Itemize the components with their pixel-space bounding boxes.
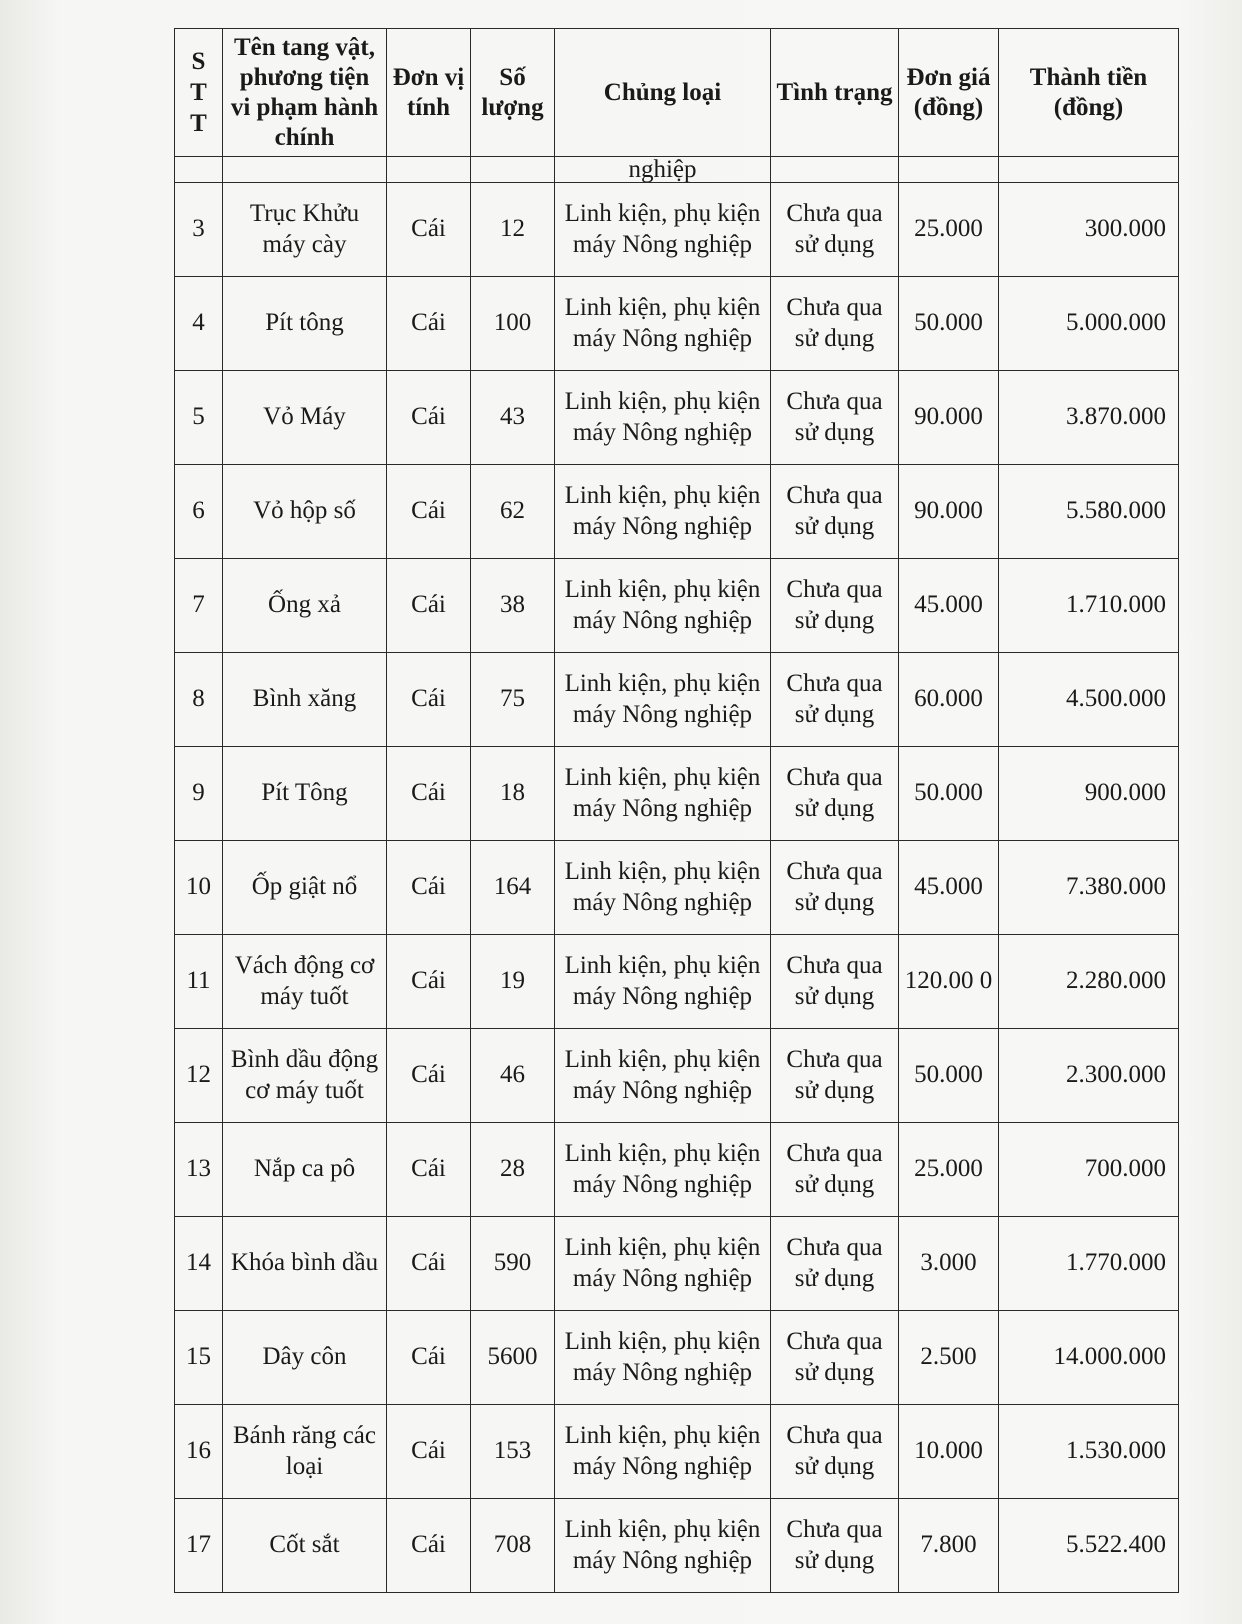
cell-stt: 16 bbox=[175, 1405, 223, 1499]
cell-qty: 590 bbox=[471, 1217, 555, 1311]
cell-qty: 153 bbox=[471, 1405, 555, 1499]
cell-status: Chưa qua sử dụng bbox=[771, 559, 899, 653]
cell-type: nghiệp bbox=[555, 157, 771, 183]
cell-name: Ốp giật nổ bbox=[223, 841, 387, 935]
cell-type: Linh kiện, phụ kiện máy Nông nghiệp bbox=[555, 935, 771, 1029]
cell-status: Chưa qua sử dụng bbox=[771, 183, 899, 277]
cell-status: Chưa qua sử dụng bbox=[771, 653, 899, 747]
cell-stt: 11 bbox=[175, 935, 223, 1029]
cell-status: Chưa qua sử dụng bbox=[771, 1311, 899, 1405]
cell-price: 25.000 bbox=[899, 1123, 999, 1217]
table-row bbox=[175, 841, 1179, 935]
cell-unit: Cái bbox=[387, 1217, 471, 1311]
cell-name: Vỏ Máy bbox=[223, 371, 387, 465]
cell-total: 1.530.000 bbox=[999, 1405, 1179, 1499]
cell-type: Linh kiện, phụ kiện máy Nông nghiệp bbox=[555, 1123, 771, 1217]
table-header-row bbox=[175, 29, 1179, 157]
cell-unit: Cái bbox=[387, 1311, 471, 1405]
cell-total: 700.000 bbox=[999, 1123, 1179, 1217]
cell-status: Chưa qua sử dụng bbox=[771, 277, 899, 371]
cell-status bbox=[771, 157, 899, 183]
cell-stt: 4 bbox=[175, 277, 223, 371]
continuation-row bbox=[175, 157, 1179, 183]
cell-type: Linh kiện, phụ kiện máy Nông nghiệp bbox=[555, 277, 771, 371]
header-unit: Đơn vị tính bbox=[387, 29, 471, 157]
cell-status: Chưa qua sử dụng bbox=[771, 371, 899, 465]
cell-price: 60.000 bbox=[899, 653, 999, 747]
cell-stt: 14 bbox=[175, 1217, 223, 1311]
cell-unit bbox=[387, 157, 471, 183]
cell-qty: 708 bbox=[471, 1499, 555, 1593]
cell-name: Pít tông bbox=[223, 277, 387, 371]
table-row bbox=[175, 183, 1179, 277]
cell-qty: 62 bbox=[471, 465, 555, 559]
cell-qty bbox=[471, 157, 555, 183]
cell-total: 14.000.000 bbox=[999, 1311, 1179, 1405]
cell-status: Chưa qua sử dụng bbox=[771, 935, 899, 1029]
cell-price: 7.800 bbox=[899, 1499, 999, 1593]
cell-stt: 12 bbox=[175, 1029, 223, 1123]
cell-qty: 100 bbox=[471, 277, 555, 371]
cell-qty: 28 bbox=[471, 1123, 555, 1217]
cell-status: Chưa qua sử dụng bbox=[771, 1029, 899, 1123]
cell-stt: 7 bbox=[175, 559, 223, 653]
cell-stt: 17 bbox=[175, 1499, 223, 1593]
cell-qty: 164 bbox=[471, 841, 555, 935]
cell-price: 3.000 bbox=[899, 1217, 999, 1311]
table-row bbox=[175, 1029, 1179, 1123]
cell-total: 1.770.000 bbox=[999, 1217, 1179, 1311]
cell-stt: 6 bbox=[175, 465, 223, 559]
cell-qty: 46 bbox=[471, 1029, 555, 1123]
cell-total: 2.280.000 bbox=[999, 935, 1179, 1029]
cell-stt bbox=[175, 157, 223, 183]
cell-unit: Cái bbox=[387, 183, 471, 277]
cell-unit: Cái bbox=[387, 1499, 471, 1593]
cell-type: Linh kiện, phụ kiện máy Nông nghiệp bbox=[555, 747, 771, 841]
cell-stt: 5 bbox=[175, 371, 223, 465]
cell-price: 45.000 bbox=[899, 841, 999, 935]
cell-name: Cốt sắt bbox=[223, 1499, 387, 1593]
header-name: Tên tang vật, phương tiện vi phạm hành chính bbox=[223, 29, 387, 157]
cell-qty: 19 bbox=[471, 935, 555, 1029]
cell-name: Pít Tông bbox=[223, 747, 387, 841]
cell-type: Linh kiện, phụ kiện máy Nông nghiệp bbox=[555, 1029, 771, 1123]
cell-unit: Cái bbox=[387, 277, 471, 371]
header-status: Tình trạng bbox=[771, 29, 899, 157]
cell-price: 90.000 bbox=[899, 465, 999, 559]
table-row bbox=[175, 465, 1179, 559]
cell-unit: Cái bbox=[387, 935, 471, 1029]
table-row bbox=[175, 1311, 1179, 1405]
cell-total: 300.000 bbox=[999, 183, 1179, 277]
cell-name: Vách động cơ máy tuốt bbox=[223, 935, 387, 1029]
cell-price bbox=[899, 157, 999, 183]
cell-status: Chưa qua sử dụng bbox=[771, 841, 899, 935]
cell-price: 120.00 0 bbox=[899, 935, 999, 1029]
header-price: Đơn giá (đồng) bbox=[899, 29, 999, 157]
cell-name: Nắp ca pô bbox=[223, 1123, 387, 1217]
cell-total: 4.500.000 bbox=[999, 653, 1179, 747]
cell-stt: 8 bbox=[175, 653, 223, 747]
cell-price: 50.000 bbox=[899, 747, 999, 841]
cell-qty: 38 bbox=[471, 559, 555, 653]
table-row bbox=[175, 747, 1179, 841]
cell-status: Chưa qua sử dụng bbox=[771, 1123, 899, 1217]
cell-price: 50.000 bbox=[899, 1029, 999, 1123]
cell-type: Linh kiện, phụ kiện máy Nông nghiệp bbox=[555, 653, 771, 747]
cell-name: Bánh răng các loại bbox=[223, 1405, 387, 1499]
cell-type: Linh kiện, phụ kiện máy Nông nghiệp bbox=[555, 1217, 771, 1311]
table-row bbox=[175, 1499, 1179, 1593]
cell-type: Linh kiện, phụ kiện máy Nông nghiệp bbox=[555, 841, 771, 935]
cell-status: Chưa qua sử dụng bbox=[771, 1499, 899, 1593]
cell-total: 5.580.000 bbox=[999, 465, 1179, 559]
cell-price: 50.000 bbox=[899, 277, 999, 371]
cell-qty: 75 bbox=[471, 653, 555, 747]
cell-total: 900.000 bbox=[999, 747, 1179, 841]
cell-total: 1.710.000 bbox=[999, 559, 1179, 653]
cell-qty: 18 bbox=[471, 747, 555, 841]
cell-unit: Cái bbox=[387, 1123, 471, 1217]
cell-unit: Cái bbox=[387, 653, 471, 747]
cell-stt: 10 bbox=[175, 841, 223, 935]
cell-name: Ống xả bbox=[223, 559, 387, 653]
cell-price: 90.000 bbox=[899, 371, 999, 465]
cell-name bbox=[223, 157, 387, 183]
cell-price: 45.000 bbox=[899, 559, 999, 653]
table-row bbox=[175, 653, 1179, 747]
cell-name: Dây côn bbox=[223, 1311, 387, 1405]
cell-price: 10.000 bbox=[899, 1405, 999, 1499]
cell-price: 2.500 bbox=[899, 1311, 999, 1405]
header-total: Thành tiền (đồng) bbox=[999, 29, 1179, 157]
header-stt: S T T bbox=[175, 29, 223, 157]
table-row bbox=[175, 1217, 1179, 1311]
cell-type: Linh kiện, phụ kiện máy Nông nghiệp bbox=[555, 1499, 771, 1593]
cell-name: Khóa bình dầu bbox=[223, 1217, 387, 1311]
cell-stt: 15 bbox=[175, 1311, 223, 1405]
cell-total bbox=[999, 157, 1179, 183]
cell-unit: Cái bbox=[387, 371, 471, 465]
cell-total: 5.522.400 bbox=[999, 1499, 1179, 1593]
cell-name: Vỏ hộp số bbox=[223, 465, 387, 559]
table-row bbox=[175, 371, 1179, 465]
header-type: Chủng loại bbox=[555, 29, 771, 157]
cell-unit: Cái bbox=[387, 559, 471, 653]
cell-total: 3.870.000 bbox=[999, 371, 1179, 465]
cell-unit: Cái bbox=[387, 465, 471, 559]
cell-status: Chưa qua sử dụng bbox=[771, 1217, 899, 1311]
cell-stt: 9 bbox=[175, 747, 223, 841]
table-row bbox=[175, 935, 1179, 1029]
cell-qty: 12 bbox=[471, 183, 555, 277]
cell-stt: 3 bbox=[175, 183, 223, 277]
evidence-table bbox=[174, 28, 1179, 1593]
header-qty: Số lượng bbox=[471, 29, 555, 157]
cell-qty: 5600 bbox=[471, 1311, 555, 1405]
cell-qty: 43 bbox=[471, 371, 555, 465]
cell-unit: Cái bbox=[387, 1405, 471, 1499]
cell-status: Chưa qua sử dụng bbox=[771, 747, 899, 841]
cell-unit: Cái bbox=[387, 747, 471, 841]
cell-type: Linh kiện, phụ kiện máy Nông nghiệp bbox=[555, 465, 771, 559]
cell-unit: Cái bbox=[387, 841, 471, 935]
cell-status: Chưa qua sử dụng bbox=[771, 1405, 899, 1499]
cell-total: 5.000.000 bbox=[999, 277, 1179, 371]
cell-stt: 13 bbox=[175, 1123, 223, 1217]
cell-unit: Cái bbox=[387, 1029, 471, 1123]
table-row bbox=[175, 277, 1179, 371]
cell-price: 25.000 bbox=[899, 183, 999, 277]
table-row bbox=[175, 1123, 1179, 1217]
cell-total: 2.300.000 bbox=[999, 1029, 1179, 1123]
cell-type: Linh kiện, phụ kiện máy Nông nghiệp bbox=[555, 371, 771, 465]
cell-name: Trục Khửu máy cày bbox=[223, 183, 387, 277]
table-row bbox=[175, 1405, 1179, 1499]
cell-type: Linh kiện, phụ kiện máy Nông nghiệp bbox=[555, 1311, 771, 1405]
cell-type: Linh kiện, phụ kiện máy Nông nghiệp bbox=[555, 1405, 771, 1499]
cell-status: Chưa qua sử dụng bbox=[771, 465, 899, 559]
cell-type: Linh kiện, phụ kiện máy Nông nghiệp bbox=[555, 183, 771, 277]
cell-name: Bình xăng bbox=[223, 653, 387, 747]
cell-type: Linh kiện, phụ kiện máy Nông nghiệp bbox=[555, 559, 771, 653]
cell-name: Bình dầu động cơ máy tuốt bbox=[223, 1029, 387, 1123]
cell-total: 7.380.000 bbox=[999, 841, 1179, 935]
table-row bbox=[175, 559, 1179, 653]
